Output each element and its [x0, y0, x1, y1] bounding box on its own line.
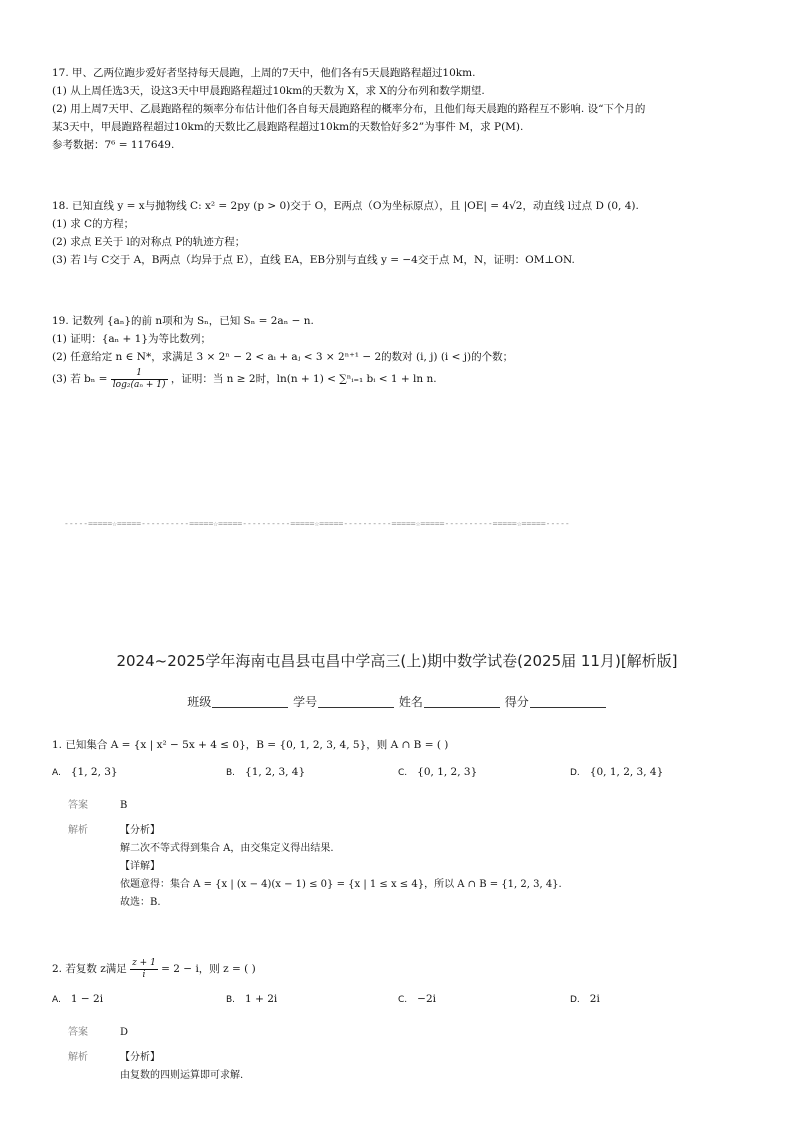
q2-analysis-label: 解析: [68, 1052, 88, 1063]
q19-line3: (2) 任意给定 n ∈ N*，求满足 3 × 2ⁿ − 2 < aᵢ + aⱼ < 3 × 2ⁿ⁺¹ − 2的数对 (i, j) (i < j)的个数；: [52, 351, 514, 363]
q1-choice-d: [570, 766, 663, 778]
score-field[interactable]: [530, 695, 606, 708]
q19-fraction: [111, 368, 168, 391]
q1-choice-d-label: D.: [570, 768, 580, 778]
name-label: 姓名: [398, 695, 423, 709]
q1-answer-label: 答案: [68, 800, 88, 811]
q2-choice-c-text: −2i: [417, 993, 436, 1005]
q18-line1: 18. 已知直线 y = x与抛物线 C: x² = 2py (p > 0)交于 O，E两点（O为坐标原点），且 |OE| = 4√2，动直线 l过点 D (0, 4).: [52, 200, 639, 212]
q2-stem: [52, 956, 256, 982]
q2-choice-a-text: 1 − 2i: [70, 993, 104, 1005]
q19-line4-pre: (3) 若 bₙ =: [52, 373, 108, 385]
class-label: 班级: [187, 695, 212, 709]
q19-line1: 19. 记数列 {aₙ}的前 n项和为 Sₙ，已知 Sₙ = 2aₙ − n.: [52, 315, 314, 327]
q17-line3: (2) 用上周7天甲、乙晨跑路程的频率分布估计他们各自每天晨跑路程的概率分布，且他们每天晨跑的路程互不影响. 设“下个月的: [52, 103, 646, 115]
q19-fraction-numerator: 1: [111, 368, 168, 380]
q1-choice-c-text: {0, 1, 2, 3}: [417, 766, 478, 778]
q1-choice-b-text: {1, 2, 3, 4}: [245, 766, 306, 778]
q18-line4: (3) 若 l与 C交于 A，B两点（均异于点 E），直线 EA，EB分别与直线 y = −4交于点 M，N，证明：OM⊥ON.: [52, 254, 575, 266]
q1-detail-text: 依题意得：集合 A = {x | (x − 4)(x − 1) ≤ 0} = {x | 1 ≤ x ≤ 4}，所以 A ∩ B = {1, 2, 3, 4}.: [120, 879, 562, 890]
q18-line3: (2) 求点 E关于 l的对称点 P的轨迹方程；: [52, 236, 246, 248]
q2-choice-c: [398, 993, 436, 1005]
q19-line2: (1) 证明：{aₙ + 1}为等比数列；: [52, 333, 212, 345]
q2-fraction-denominator: i: [142, 969, 146, 980]
q2-choice-a-label: A.: [52, 995, 61, 1005]
q1-choice-a-label: A.: [52, 768, 61, 778]
q2-stem-pre: 2. 若复数 z满足: [52, 963, 127, 975]
q1-answer: B: [120, 800, 128, 811]
exam-title: 2024~2025学年海南屯昌县屯昌中学高三(上)期中数学试卷(2025届 11月)[解析版]: [116, 652, 678, 670]
q1-choice-b: [226, 766, 305, 778]
id-label: 学号: [293, 695, 318, 709]
class-field[interactable]: [212, 695, 288, 708]
q2-fraction-numerator: z + 1: [132, 957, 156, 968]
q2-choice-c-label: C.: [398, 995, 408, 1005]
q1-choice-d-text: {0, 1, 2, 3, 4}: [589, 766, 664, 778]
q19-line4-post: ，证明：当 n ≥ 2时，ln(n + 1) < ∑ⁿᵢ₌₁ bᵢ < 1 + ln n.: [170, 373, 437, 385]
q2-stem-post: = 2 − i，则 z = ( ): [161, 963, 256, 975]
q18-line2: (1) 求 C的方程；: [52, 218, 135, 230]
q1-stem: 1. 已知集合 A = {x | x² − 5x + 4 ≤ 0}，B = {0, 1, 2, 3, 4, 5}，则 A ∩ B = ( ): [52, 739, 449, 751]
student-info-row: [0, 693, 794, 710]
q17-line4: 某3天中，甲晨跑路程超过10km的天数比乙晨跑路程超过10km的天数恰好多2”为事件 M，求 P(M).: [52, 121, 524, 133]
section-divider: -----=====☆=====----------=====☆=====----------=====☆=====----------=====☆=====----------=====☆=====-----: [64, 519, 570, 528]
q19-line4: [52, 366, 437, 392]
q2-answer: D: [120, 1027, 129, 1038]
q2-choice-d-label: D.: [570, 995, 580, 1005]
q2-choice-b-text: 1 + 2i: [245, 993, 278, 1005]
q2-analysis-head: 【分析】: [120, 1052, 160, 1063]
q1-choice-c: [398, 766, 477, 778]
q2-choice-d-text: 2i: [589, 993, 600, 1005]
q2-answer-label: 答案: [68, 1027, 88, 1038]
q1-detail-head: 【详解】: [120, 861, 160, 872]
name-field[interactable]: [424, 695, 500, 708]
q2-fraction: [130, 958, 158, 981]
q19-fraction-denominator: log₂(aₙ + 1): [112, 379, 166, 390]
q17-line1: 17. 甲、乙两位跑步爱好者坚持每天晨跑，上周的7天中，他们各有5天晨跑路程超过10km.: [52, 67, 476, 79]
q1-conclusion: 故选：B.: [120, 897, 161, 908]
q1-choice-b-label: B.: [226, 768, 236, 778]
q2-choice-a: [52, 993, 103, 1005]
q17-line2: (1) 从上周任选3天，设这3天中甲晨跑路程超过10km的天数为 X，求 X的分布列和数学期望.: [52, 85, 485, 97]
q2-choice-b: [226, 993, 277, 1005]
q1-choice-a-text: {1, 2, 3}: [70, 766, 118, 778]
q2-choice-d: [570, 993, 600, 1005]
q2-choice-b-label: B.: [226, 995, 236, 1005]
q2-analysis-text: 由复数的四则运算即可求解.: [120, 1070, 244, 1081]
q1-analysis-label: 解析: [68, 825, 88, 836]
score-label: 得分: [504, 695, 529, 709]
q1-analysis-text: 解二次不等式得到集合 A，由交集定义得出结果.: [120, 843, 334, 854]
q1-choice-c-label: C.: [398, 768, 408, 778]
id-field[interactable]: [318, 695, 394, 708]
q1-analysis-head: 【分析】: [120, 825, 160, 836]
q1-choice-a: [52, 766, 118, 778]
q17-line5: 参考数据：7⁶ = 117649.: [52, 139, 175, 151]
